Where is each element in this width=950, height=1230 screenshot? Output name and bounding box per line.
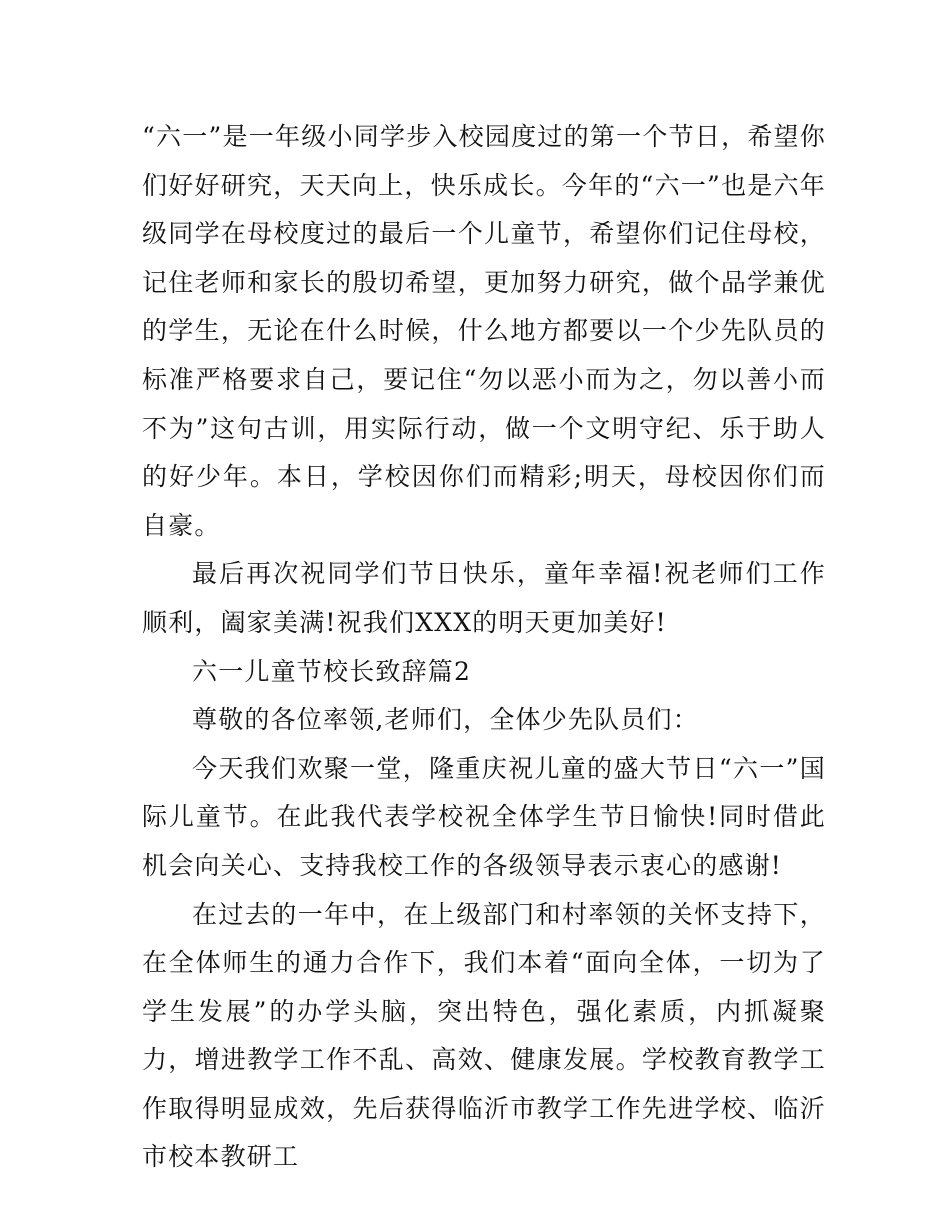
paragraph-holiday-greeting: 最后再次祝同学们节日快乐，童年幸福!祝老师们工作顺利，阖家美满!祝我们XXX的明天更加美好! <box>142 559 826 637</box>
section-heading: 六一儿童节校长致辞篇2 <box>192 656 472 686</box>
paragraph-opening-celebration: 今天我们欢聚一堂，隆重庆祝儿童的盛大节日“六一”国际儿童节。在此我代表学校祝全体学生节日愉快!同时借此机会向关心、支持我校工作的各级领导表示衷心的感谢! <box>142 753 826 880</box>
paragraph-salutation: 尊敬的各位率领,老师们，全体少先队员们： <box>192 705 699 735</box>
document-body <box>142 113 826 1182</box>
paragraph-closing-wishes-to-students: “六一”是一年级小同学步入校园度过的第一个节日，希望你们好好研究，天天向上，快乐成长。今年的“六一”也是六年级同学在母校度过的最后一个儿童节，希望你们记住母校，记住老师和家长的殷切希望，更加努力研究，做个品学兼优的学生，无论在什么时候，什么地方都要以一个少先队员的标准严格要求自己，要记住“勿以恶小而为之，勿以善小而不为”这句古训，用实际行动，做一个文明守纪、乐于助人的好少年。本日，学校因你们而精彩;明天，母校因你们而自豪。 <box>142 122 826 540</box>
paragraph-past-year-review: 在过去的一年中，在上级部门和村率领的关怀支持下，在全体师生的通力合作下，我们本着“面向全体，一切为了学生发展”的办学头脑，突出特色，强化素质，内抓凝聚力，增进教学工作不乱、高效、健康发展。学校教育教学工作取得明显成效，先后获得临沂市教学工作先进学校、临沂市校本教研工 <box>142 899 826 1172</box>
